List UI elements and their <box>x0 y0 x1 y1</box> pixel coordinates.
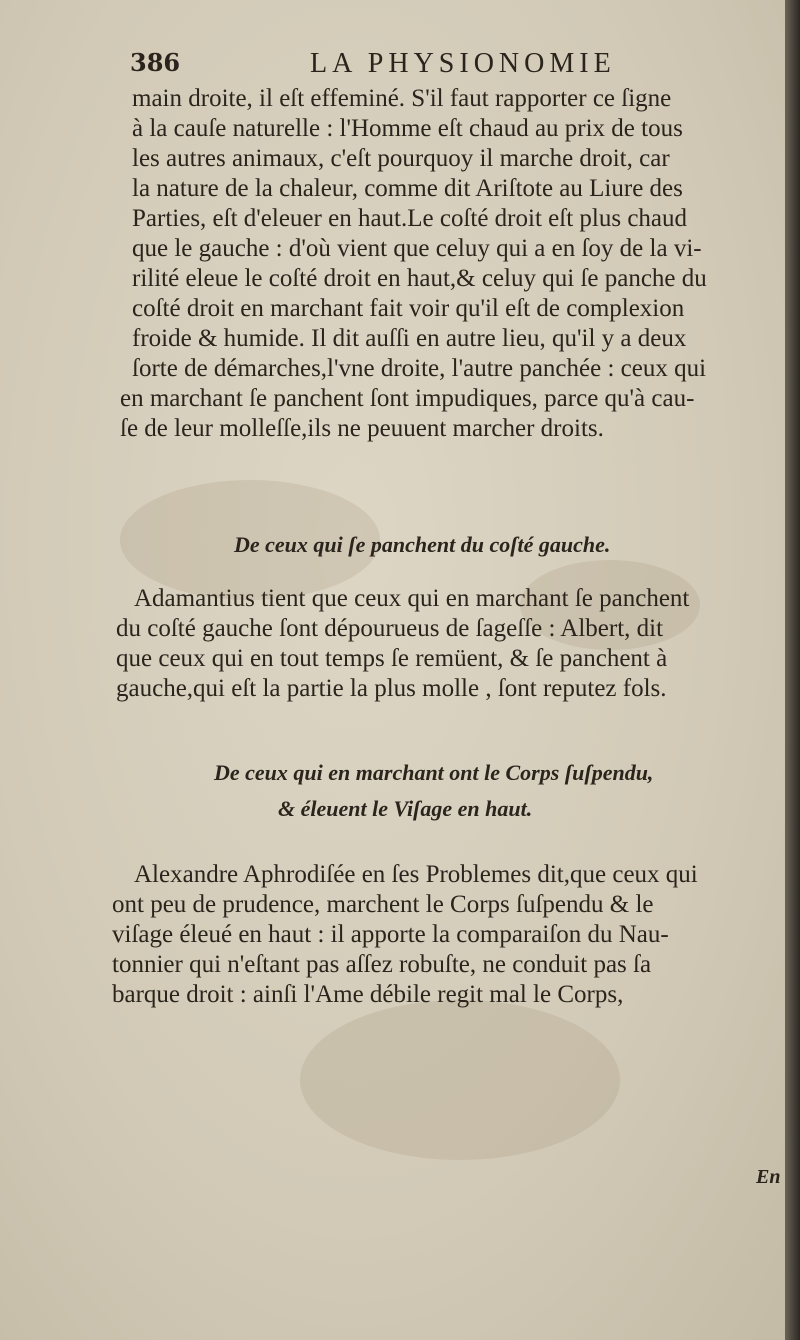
paper-stain <box>300 1000 620 1160</box>
page-header <box>130 48 730 88</box>
text-line: main droite, il eſt effeminé. S'il faut rapporter ce ſigne <box>132 85 672 112</box>
text-line: la nature de la chaleur, comme dit Ariſtote au Liure des <box>132 175 683 202</box>
running-head: LA PHYSIONOMIE <box>310 48 616 79</box>
text-line: ont peu de prudence, marchent le Corps ſuſpendu & le <box>112 891 654 918</box>
text-line: gauche,qui eſt la partie la plus molle , ſont reputez fols. <box>116 675 667 702</box>
page-number: 386 <box>130 48 181 77</box>
text-line: que ceux qui en tout temps ſe remüent, & ſe panchent à <box>116 645 668 672</box>
book-gutter <box>785 0 800 1340</box>
text-line: coſté droit en marchant fait voir qu'il eſt de complexion <box>132 295 685 322</box>
section-heading: De ceux qui ſe panchent du coſté gauche. <box>234 532 611 557</box>
section-heading: & éleuent le Viſage en haut. <box>278 796 533 821</box>
text-line: les autres animaux, c'eſt pourquoy il marche droit, car <box>132 145 670 172</box>
text-line: que le gauche : d'où vient que celuy qui a en ſoy de la vi- <box>132 235 702 262</box>
text-line: Alexandre Aphrodiſée en ſes Problemes dit,que ceux qui <box>134 861 698 888</box>
text-line: viſage éleué en haut : il apporte la comparaiſon du Nau- <box>112 921 669 948</box>
text-line: ſe de leur molleſſe,ils ne peuuent marcher droits. <box>120 415 604 442</box>
catchword: En <box>756 1166 781 1188</box>
text-line: du coſté gauche ſont dépourueus de ſageſſe : Albert, dit <box>116 615 664 642</box>
text-line: tonnier qui n'eſtant pas aſſez robuſte, ne conduit pas ſa <box>112 951 652 978</box>
text-line: Adamantius tient que ceux qui en marchant ſe panchent <box>134 585 690 612</box>
text-line: en marchant ſe panchent ſont impudiques, parce qu'à cau- <box>120 385 695 412</box>
text-line: à la cauſe naturelle : l'Homme eſt chaud au prix de tous <box>132 115 683 142</box>
text-line: Parties, eſt d'eleuer en haut.Le coſté droit eſt plus chaud <box>132 205 688 232</box>
section-heading: De ceux qui en marchant ont le Corps ſuſpendu, <box>214 760 654 785</box>
text-line: ſorte de démarches,l'vne droite, l'autre panchée : ceux qui <box>132 355 707 382</box>
text-line: rilité eleue le coſté droit en haut,& celuy qui ſe panche du <box>132 265 707 292</box>
text-line: barque droit : ainſi l'Ame débile regit mal le Corps, <box>112 981 624 1008</box>
text-line: froide & humide. Il dit auſſi en autre lieu, qu'il y a deux <box>132 325 687 352</box>
